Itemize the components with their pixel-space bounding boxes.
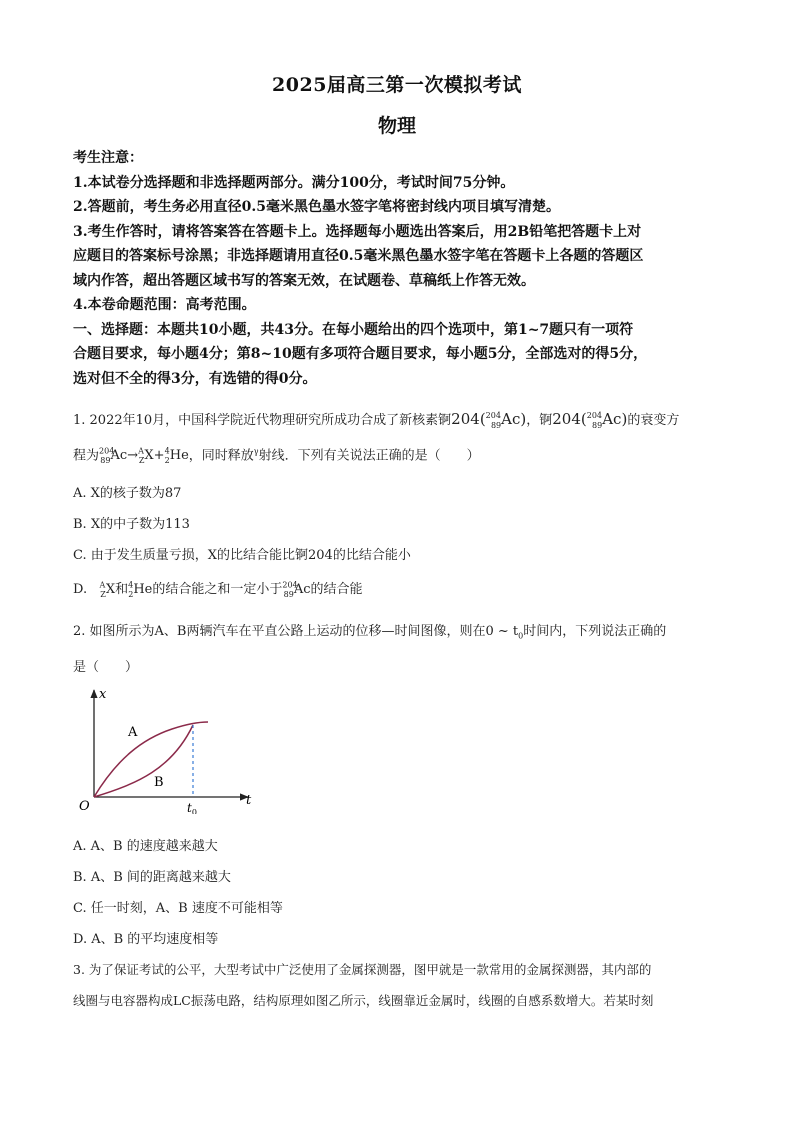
notice-block xyxy=(73,146,733,391)
q2-text: 2. 如图所示为A、B两辆汽车在平直公路上运动的位移—时间图像，则在 xyxy=(73,624,486,639)
section-instruction: 一、选择题：本题共10小题，共43分。在每小题给出的四个选项中，第1~7题只有一项符 xyxy=(73,321,634,338)
q2-option-c: C. 任一时刻，A、B 速度不可能相等 xyxy=(73,901,283,916)
section-instruction: 合题目要求，每小题4分；第8~10题有多项符合题目要求，每小题5分，全部选对的得5分， xyxy=(73,346,648,362)
notice-heading: 考生注意： xyxy=(73,150,143,166)
notice-item: 应题目的答案标号涂黑；非选择题请用直径0.5毫米黑色墨水签字笔在答题卡上各题的答题区 xyxy=(73,248,644,264)
nuclide-ac204: 204($^{204}_{89}$Ac) xyxy=(451,410,527,430)
q2-line2: 是（ ） xyxy=(73,660,139,675)
curve-a xyxy=(94,722,208,797)
curve-b xyxy=(94,725,193,797)
section-instruction: 选对但不全的得3分，有选错的得0分。 xyxy=(73,370,317,387)
x-axis-label: t xyxy=(246,793,252,808)
origin-label: O xyxy=(79,799,90,814)
notice-item: 3.考生作答时，请将答案答在答题卡上。选择题每小题选出答案后，用2B铅笔把答题卡上对 xyxy=(73,223,642,240)
curve-a-label: A xyxy=(128,725,138,740)
exam-title: 2025届高三第一次模拟考试 xyxy=(272,74,522,96)
q2-option-a: A. A、B 的速度越来越大 xyxy=(73,839,218,854)
q1-option-d: D. $^A_Z$X和$^4_2$He的结合能之和一定小于$^{204}_{89}$Ac的结合能 xyxy=(73,580,363,599)
q1-text: 射线．下列有关说法正确的是（ ） xyxy=(258,448,480,464)
q1-text: ，锕 xyxy=(526,413,553,428)
q1-option-c: C. 由于发生质量亏损，X的比结合能比锕204的比结合能小 xyxy=(73,548,411,563)
q1-line2 xyxy=(73,440,733,473)
time-range: 0 ~ $t_0$ xyxy=(485,624,524,641)
notice-item: 2.答题前，考生务必用直径0.5毫米黑色墨水签字笔将密封线内项目填写清楚。 xyxy=(73,199,560,215)
q2-option-b: B. A、B 间的距离越来越大 xyxy=(73,870,231,885)
curve-b-label: B xyxy=(154,775,164,790)
xt-graph xyxy=(72,684,262,814)
q3-line1: 3. 为了保证考试的公平，大型考试中广泛使用了金属探测器，图甲就是一款常用的金属探测器，其内部的 xyxy=(73,962,652,977)
q2-text: 时间内，下列说法正确的 xyxy=(523,624,667,639)
gamma-symbol: γ xyxy=(253,447,259,456)
q1-text: ，同时释放 xyxy=(188,448,254,464)
q2-line1 xyxy=(73,620,733,649)
subject-title: 物理 xyxy=(377,115,416,137)
notice-item: 域内作答，超出答题区域书写的答案无效，在试题卷、草稿纸上作答无效。 xyxy=(73,272,535,289)
nuclide-ac204: 204($^{204}_{89}$Ac) xyxy=(552,410,628,430)
q2-option-d: D. A、B 的平均速度相等 xyxy=(73,932,219,947)
notice-item: 1.本试卷分选择题和非选择题两部分。满分100分，考试时间75分钟。 xyxy=(73,174,515,191)
q1-option-a: A. X的核子数为87 xyxy=(73,486,182,501)
t0-label: $t_0$ xyxy=(187,801,197,814)
q1-line1 xyxy=(73,404,733,438)
q1-text: 的衰变方 xyxy=(627,413,680,428)
decay-equation: $^{204}_{89}$Ac→$^A_Z$X+$^4_2$He xyxy=(99,447,189,465)
q1-option-b: B. X的中子数为113 xyxy=(73,517,190,532)
q3-line2: 线圈与电容器构成LC振荡电路，结构原理如图乙所示，线圈靠近金属时，线圈的自感系数增大。若某时刻 xyxy=(73,993,654,1008)
y-axis-label: x xyxy=(99,687,107,702)
q1-text: 程为 xyxy=(73,448,100,464)
notice-item: 4.本卷命题范围：高考范围。 xyxy=(73,297,256,313)
q1-text: 1. 2022年10月，中国科学院近代物理研究所成功合成了新核素锕 xyxy=(73,413,452,428)
